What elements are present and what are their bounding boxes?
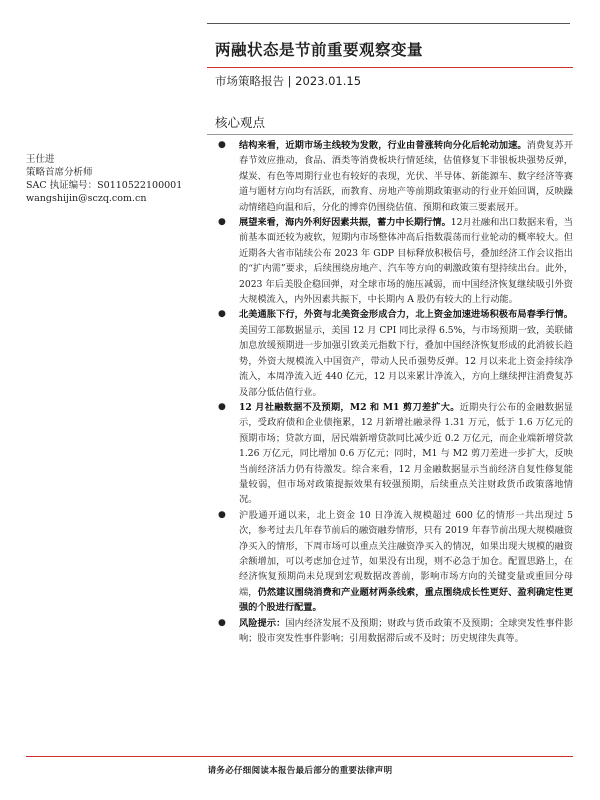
bullet-icon: ● [218, 617, 226, 628]
author-email[interactable]: wangshijin@sczq.com.cn [26, 193, 147, 204]
footer-divider [26, 756, 573, 757]
key-point-1: ● 结构来看，近期市场主线较为发散，行业由普涨转向分化后轮动加速。消费复苏开春节效应推动，食品、酒类等消费板块行情延续，估值修复下非银板块强势反弹，煤炭、有色等周期行业也有较好的表现，光伏、半导体、新能源车、数字经济等赛道与题材方向均有活跃，而教育、房地产等前期政策驱动的行业开始回调，反映躁动情绪趋向温和后，分化的博弈仍围绕估值、预期和政策三要素展开。 [218, 140, 574, 213]
section-heading: 核心观点 [215, 115, 266, 130]
author-role: 策略首席分析师 [26, 167, 93, 178]
bullet-icon: ● [218, 217, 226, 228]
bullet-icon: ● [218, 140, 226, 150]
report-subtitle: 市场策略报告 | 2023.01.15 [215, 74, 362, 88]
author-name: 王仕进 [26, 154, 55, 165]
key-point-3: ● 北美通胀下行，外资与北美资金形成合力，北上资金加速进场积极布局春季行情。美国劳工部数据显示，美国 12 月 CPI 同比录得 6.5%，与市场预期一致，美联储加息放缓预期进一步加强引致美元指数下行，叠加中国经济恢复形成的此消彼长趋势，外资大规模流入中国资产，带动人民币强势反弹。12 月以来北上资金持续净流入，本周净流入近 440 亿元，12 月以来累计净流入，方向上继续押注消费复苏及部分低估值行业。 [218, 309, 573, 398]
report-title: 两融状态是节前重要观察变量 [215, 41, 424, 59]
key-point-risk: ● 风险提示：国内经济发展不及预期；财政与货币政策不及预期；全球突发性事件影响；股市突发性事件影响；引用数据滞后或不及时；历史规律失真等。 [218, 617, 574, 644]
key-point-2: ● 展望来看，海内外利好因素共振，蓄力中长期行情。12月社融和出口数据来看，当前基本面还较为疲软，短期内市场整体冲高后指数震荡而行业轮动的概率较大。但近期各大省市陆续公布 2023 年 GDP 目标释放积极信号，叠加经济工作会议指出的“扩内需”要求，后续围绕房地产、汽车等方向的刺激政策有望持续出台。此外，2023 年后美股企稳回弹，对全球市场的施压减弱，而中国经济恢复继续吸引外资大规模流入，内外因素共振下，中长期内 A 股仍有较大的上行动能。 [218, 217, 573, 306]
section-divider [207, 134, 573, 135]
bullet-icon: ● [218, 309, 226, 320]
legal-disclaimer: 请务必仔细阅读本报告最后部分的重要法律声明 [207, 766, 393, 776]
key-point-4: ● 12 月社融数据不及预期，M2 和 M1 剪刀差扩大。近期央行公布的金融数据显示，受政府债和企业债拖累，12 月新增社融录得 1.31 万元，低于 1.6 万亿元的预期市场；贷款方面，居民端新增贷款同比减少近 0.2 万亿元，而企业端新增贷款 1.26 万亿元，同比增加 0.6 万亿元；同时，M1 与 M2 剪刀差进一步扩大，反映当前经济活力仍有待激发。综合来看，12 月金融数据显示当前经济自复性修复能量较弱，但市场对政策提振效果有较强预期，后续重点关注财政货币政策落地情况。 [218, 401, 573, 506]
author-block [26, 153, 182, 205]
key-point-5: ● 沪股通开通以来，北上资金 10 日净流入规模超过 600 亿的情形一共出现过 5 次，参考过去几年春节前后的融资融券情形，只有 2019 年春节前出现大规模融资净买入的情形，下周市场可以重点关注融资净买入的情况，如果出现大规模的融资余额增加，可以考虑加仓过节，如果没有出现，则不必急于加仓。配置思路上，在经济恢复预期尚未兑现到宏观数据改善前，影响市场方向的关键变量或重回分母端，仍然建议围绕消费和产业题材两条线索，重点围绕成长性更好、盈利确定性更强的个股进行配置。 [218, 509, 574, 614]
title-divider [207, 67, 573, 68]
bullet-icon: ● [218, 509, 226, 520]
author-license: SAC 执证编号：S0110522100001 [26, 180, 183, 191]
top-rule [207, 23, 570, 24]
bullet-icon: ● [218, 401, 226, 412]
key-points [215, 138, 573, 646]
